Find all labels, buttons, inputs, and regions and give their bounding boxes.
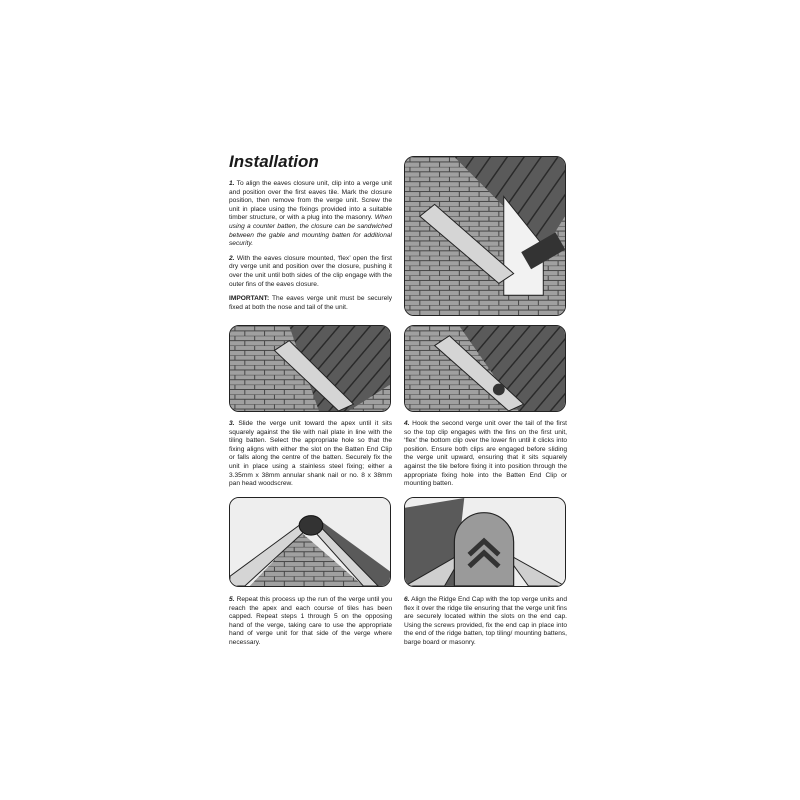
important-text: The eaves verge unit must be securely fixed at both the nose and tail of the unit.: [229, 295, 393, 311]
important-note: [229, 295, 392, 312]
step-2: [229, 255, 392, 289]
step-5: [229, 596, 392, 648]
illustration-verge-slide: [229, 325, 391, 412]
step-4-number: 4.: [404, 420, 410, 427]
step-6-text: Align the Ridge End Cap with the top verge units and flex it over the ridge tile ensuring that the verge unit fins are securely located within the slots on the end cap. Using the screws provided, fix the end cap in place into the end of the ridge batten, top tiling/ mounting battens, barge board or masonry.: [404, 596, 568, 646]
step-2-number: 2.: [229, 254, 235, 262]
step-6: [404, 596, 567, 648]
step-5-number: 5.: [229, 596, 235, 603]
step-4-text: Hook the second verge unit over the tail of the first so the top clip engages with the fins on the first unit, ‘flex’ the bottom clip over the lower fin until it clicks into position. Ensure both clips are engaged before sliding the verge unit upward, ensuring that it sits squarely against the tile before fixing it into position through the appropriate fixing hole into the Batten End Clip or mounting batten.: [404, 420, 567, 488]
step-3-text: Slide the verge unit toward the apex until it sits squarely against the tile with nail plate in line with the tiling batten. Select the appropriate hole so that the fixing aligns with either the slot on the Batten End Clip or falls along the centre of the batten. Securely fix the unit in place using a stainless steel fixing; either a 3.35mm x 38mm annular shank nail or no. 8 x 38mm pan head woodscrew.: [229, 420, 392, 488]
illustration-ridge-end-cap: [404, 497, 566, 587]
step-1-number: 1.: [229, 180, 235, 187]
step-3-block: [229, 420, 392, 495]
illustration-apex: [229, 497, 391, 587]
step-4: [404, 420, 567, 489]
step-1-note: When using a counter batten, the closure can be sandwiched between the gable and mounting batten for additional security.: [229, 214, 392, 248]
step-1: [229, 180, 392, 249]
step-1-text: To align the eaves closure unit, clip into a verge unit and position over the first eaves tile. Mark the closure position, then remove from the verge unit. Screw the unit in place using the fixings provided into a suitable timber structure, or with a plug into the masonry.: [229, 180, 393, 222]
illustration-second-verge: [404, 325, 566, 412]
step-6-number: 6.: [404, 596, 410, 603]
step-5-block: [229, 596, 392, 654]
step-3: [229, 420, 392, 489]
step-3-number: 3.: [229, 420, 235, 427]
step-4-block: [404, 420, 567, 495]
step-5-text: Repeat this process up the run of the verge until you reach the apex and each course of tiles has been capped. Repeat steps 1 through 5 on the opposing hand of the verge, taking care to use the appropriate hand of verge unit for that side of the verge where necessary.: [229, 596, 392, 646]
step-2-text: With the eaves closure mounted, ‘flex’ open the first dry verge unit and position over the closure, pushing it over the unit until both sides of the clip engage with the outer fins of the eaves closure.: [229, 254, 392, 288]
step-6-block: [404, 596, 567, 654]
important-label: IMPORTANT:: [229, 295, 270, 303]
step-1-2-text: [229, 180, 392, 318]
illustration-eaves-closure: [404, 156, 566, 316]
page-title: Installation: [229, 152, 319, 171]
